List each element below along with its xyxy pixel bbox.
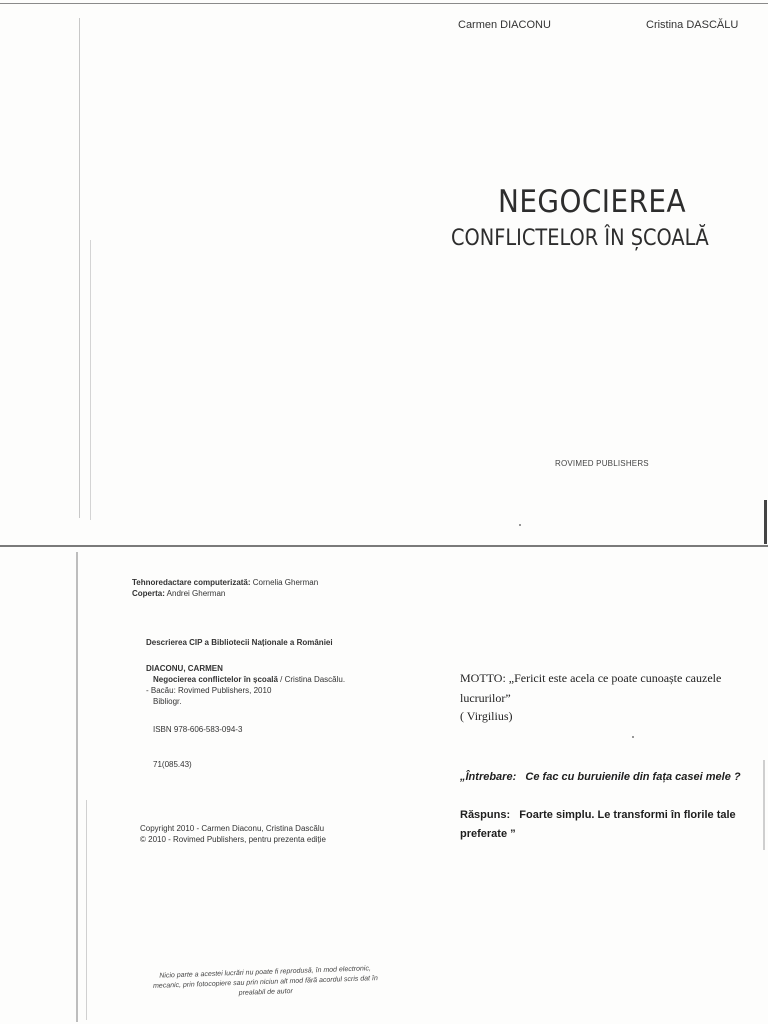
typesetting-credit bbox=[132, 578, 318, 588]
book-subtitle: CONFLICTELOR ÎN ȘCOALĂ bbox=[451, 226, 709, 251]
motto-source: ( Virgilius) bbox=[460, 709, 513, 723]
scan-gutter-line bbox=[79, 18, 80, 518]
answer-label: Răspuns: bbox=[460, 809, 511, 821]
page-divider bbox=[0, 545, 768, 547]
cover-credit bbox=[132, 589, 225, 599]
question-text: Ce fac cu buruienile din fața casei mele ? bbox=[525, 771, 741, 783]
author-name: Carmen DIACONU bbox=[458, 19, 551, 31]
scan-gutter-line bbox=[90, 240, 91, 520]
scan-speck bbox=[519, 524, 521, 526]
udc-code: 71(085.43) bbox=[153, 760, 192, 769]
scan-speck bbox=[632, 736, 634, 738]
cip-title-line: Negocierea conflictelor în școală / Cristina Dascălu. bbox=[153, 675, 346, 684]
answer-block bbox=[460, 806, 768, 844]
answer-text: Foarte simplu. Le transformi în florile tale preferate ” bbox=[460, 809, 736, 840]
question-block bbox=[460, 768, 768, 787]
cip-record bbox=[146, 664, 345, 708]
cover-value: Andrei Gherman bbox=[166, 589, 226, 598]
question-label: „Întrebare: bbox=[460, 771, 517, 783]
copyright-line: Copyright 2010 - Carmen Diaconu, Cristina Dascălu bbox=[140, 824, 325, 833]
cover-label: Coperta: bbox=[132, 589, 165, 598]
copyright-line: © 2010 - Rovimed Publishers, pentru prezenta ediție bbox=[140, 835, 326, 844]
copyright-notice bbox=[140, 823, 326, 845]
motto-quote: MOTTO: „Fericit este acela ce poate cunoaște cauzele lucrurilor” bbox=[460, 671, 722, 705]
scan-gutter-line bbox=[86, 800, 87, 1020]
isbn: ISBN 978-606-583-094-3 bbox=[153, 725, 243, 734]
scan-edge-mark bbox=[764, 500, 767, 544]
cip-bibliography: Bibliogr. bbox=[153, 697, 182, 706]
publisher-name: ROVIMED PUBLISHERS bbox=[555, 459, 649, 468]
reproduction-disclaimer: Nicio parte a acestei lucrări nu poate fi reprodusă, în mod electronic, mecanic, prin fotocopiere sau prin niciun alt mod fără acordul scris dat în prealabil de autor bbox=[152, 965, 378, 997]
cip-place: - Bacău: Rovimed Publishers, 2010 bbox=[146, 686, 272, 695]
book-title: NEGOCIEREA bbox=[498, 184, 687, 220]
scan-edge-top bbox=[0, 3, 768, 4]
cip-author: DIACONU, CARMEN bbox=[146, 664, 223, 673]
typesetting-label: Tehnoredactare computerizată: bbox=[132, 578, 251, 587]
typesetting-value: Cornelia Gherman bbox=[252, 578, 319, 587]
author-name: Cristina DASCĂLU bbox=[646, 19, 739, 31]
scan-gutter-line bbox=[76, 552, 78, 1022]
cip-heading: Descrierea CIP a Bibliotecii Naționale a României bbox=[146, 638, 333, 647]
